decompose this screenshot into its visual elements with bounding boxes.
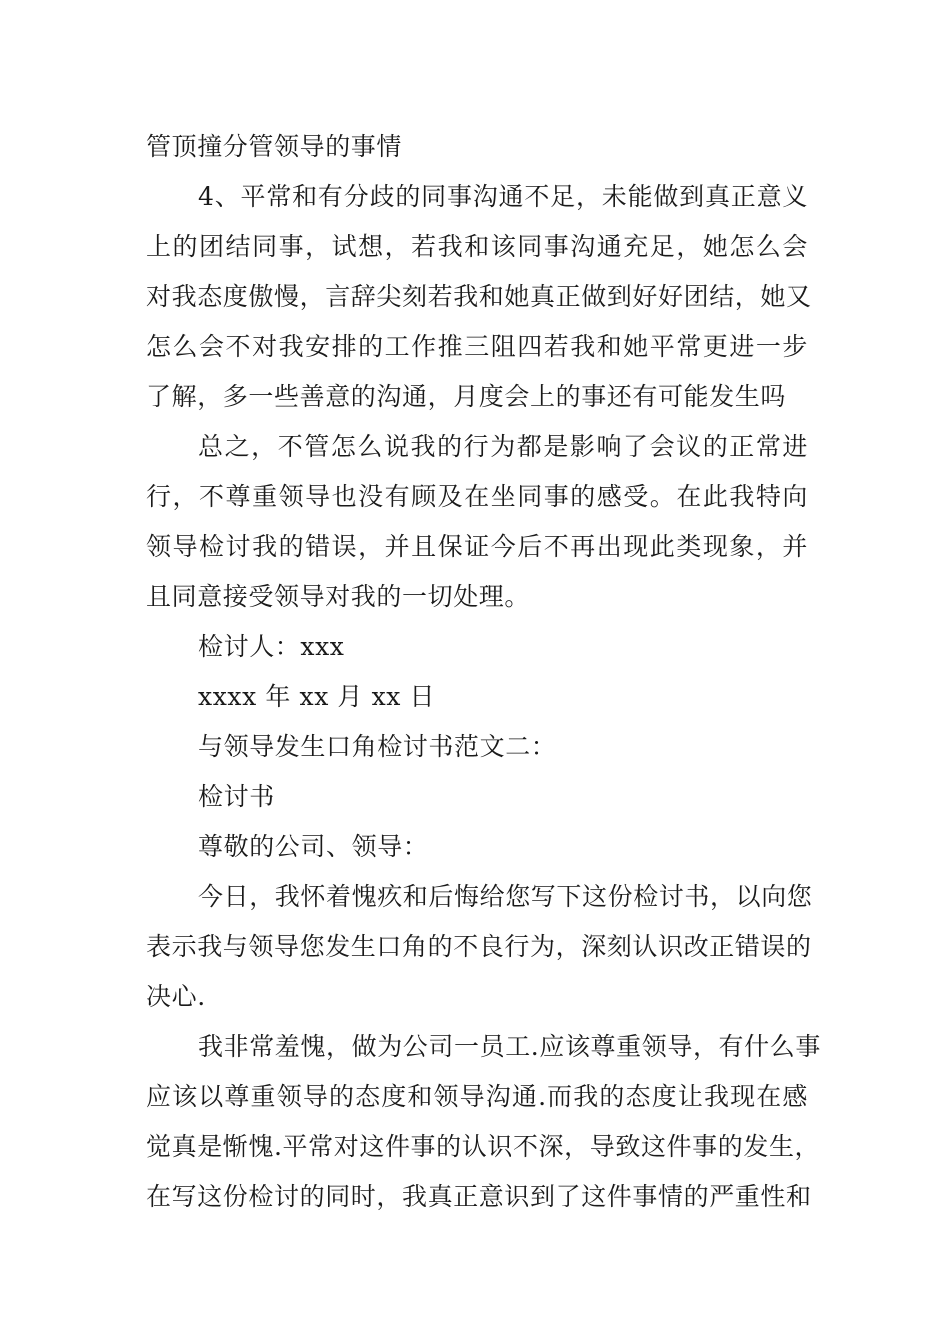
document-body: [146, 122, 821, 1222]
text-line-22: 在写这份检讨的同时，我真正意识到了这件事情的严重性和: [146, 1182, 812, 1211]
text-line-2: 4、平常和有分歧的同事沟通不足，未能做到真正意义: [198, 182, 808, 211]
text-line-17: 表示我与领导您发生口角的不良行为，深刻认识改正错误的: [146, 932, 812, 961]
text-line-8: 行，不尊重领导也没有顾及在坐同事的感受。在此我特向: [146, 482, 808, 511]
text-line-19: 我非常羞愧，做为公司一员工.应该尊重领导，有什么事: [198, 1032, 821, 1061]
date-line: xxxx 年 xx 月 xx 日: [198, 682, 436, 711]
section-heading: 与领导发生口角检讨书范文二：: [198, 732, 557, 761]
text-line-10: 且同意接受领导对我的一切处理。: [146, 582, 531, 611]
text-line-18: 决心.: [146, 982, 206, 1011]
letter-title: 检讨书: [198, 782, 275, 811]
signer-line: 检讨人：xxx: [198, 632, 345, 661]
text-line-16: 今日，我怀着愧疚和后悔给您写下这份检讨书，以向您: [198, 882, 813, 911]
text-line-7: 总之，不管怎么说我的行为都是影响了会议的正常进: [198, 432, 808, 461]
text-line-6: 了解，多一些善意的沟通，月度会上的事还有可能发生吗: [146, 382, 787, 411]
text-line-20: 应该以尊重领导的态度和领导沟通.而我的态度让我现在感: [146, 1082, 808, 1111]
text-line-5: 怎么会不对我安排的工作推三阻四若我和她平常更进一步: [146, 332, 808, 361]
text-line-4: 对我态度傲慢，言辞尖刻若我和她真正做到好好团结，她又: [146, 282, 812, 311]
text-line-21: 觉真是惭愧.平常对这件事的认识不深，导致这件事的发生，: [146, 1132, 821, 1161]
text-line-3: 上的团结同事，试想，若我和该同事沟通充足，她怎么会: [146, 232, 808, 261]
text-line-1: 管顶撞分管领导的事情: [146, 132, 403, 161]
text-line-9: 领导检讨我的错误，并且保证今后不再出现此类现象，并: [146, 532, 808, 561]
salutation: 尊敬的公司、领导：: [198, 832, 429, 861]
